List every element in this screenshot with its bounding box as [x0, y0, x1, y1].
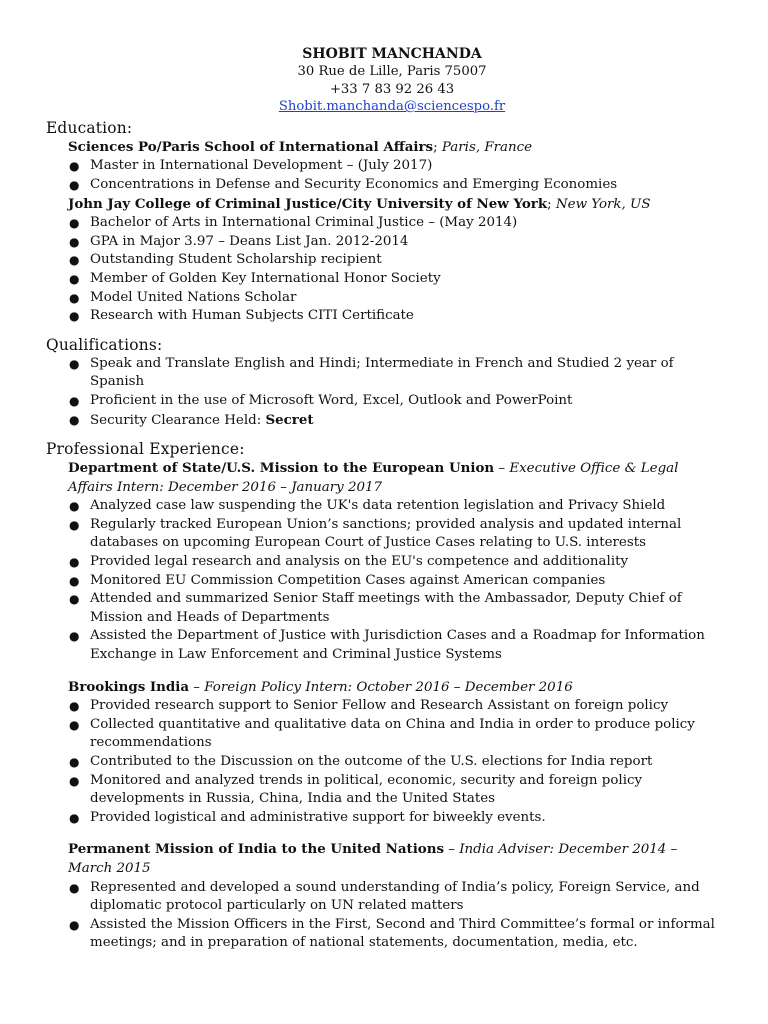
job-2-list — [46, 697, 718, 827]
phone: +33 7 83 92 26 43 — [329, 81, 455, 97]
school-1-list — [46, 157, 718, 194]
clearance-value: Secret — [265, 411, 314, 428]
job-2-heading: Brookings India – Foreign Policy Intern: October 2016 – December 2016 — [68, 678, 573, 695]
list-item: ● Assisted the Department of Justice with Jurisdiction Cases and a Roadmap for Information Exchange in Law Enforcement and Criminal Justice Systems — [69, 628, 705, 663]
list-item: ● Bachelor of Arts in International Criminal Justice – (May 2014) — [69, 215, 518, 231]
list-item: ● Concentrations in Defense and Security Economics and Emerging Economies — [69, 176, 618, 192]
education-school-2: John Jay College of Criminal Justice/City University of New York; New York, US — [68, 195, 651, 212]
job-role: Foreign Policy Intern: October 2016 – December 2016 — [204, 679, 573, 695]
email-link[interactable]: Shobit.manchanda@sciencespo.fr — [278, 99, 506, 115]
list-item: ● Represented and developed a sound understanding of India’s policy, Foreign Service, and diplomatic protocol particularly on UN related matters — [69, 879, 700, 914]
list-item: ● Provided legal research and analysis on the EU's competence and additionality — [69, 554, 629, 570]
job-1-heading: Department of State/U.S. Mission to the European Union – Executive Office & Legal Affairs Intern: December 2016 – January 2017 — [68, 460, 679, 495]
list-item: ● Speak and Translate English and Hindi; Intermediate in French and Studied 2 year of Spanish — [69, 355, 674, 390]
list-item: ● Monitored and analyzed trends in political, economic, security and foreign policy developments in Russia, China, India and the United States — [69, 772, 643, 807]
resume-header — [66, 45, 718, 116]
section-title-qualifications: Qualifications: — [46, 335, 163, 354]
list-item: ● Provided research support to Senior Fellow and Research Assistant on foreign policy — [69, 698, 669, 714]
section-title-education: Education: — [46, 118, 133, 137]
list-item: ● Proficient in the use of Microsoft Word, Excel, Outlook and PowerPoint — [69, 392, 573, 408]
employer-name: Department of State/U.S. Mission to the European Union — [68, 460, 495, 477]
list-item: ● Security Clearance Held: Secret — [69, 411, 314, 428]
school-location: New York, US — [555, 196, 651, 212]
address: 30 Rue de Lille, Paris 75007 — [297, 64, 487, 79]
job-role: India Adviser: December 2014 – March 2015 — [68, 842, 678, 876]
school-name: Sciences Po/Paris School of International Affairs — [68, 138, 434, 155]
section-title-experience: Professional Experience: — [46, 440, 245, 459]
qualifications-list — [46, 355, 718, 430]
list-item: ● Contributed to the Discussion on the outcome of the U.S. elections for India report — [69, 754, 653, 769]
list-item: ● Attended and summarized Senior Staff meetings with the Ambassador, Deputy Chief of Mission and Heads of Departments — [69, 591, 682, 625]
education-school-1: Sciences Po/Paris School of International Affairs; Paris, France — [68, 138, 533, 155]
list-item: ● Analyzed case law suspending the UK's data retention legislation and Privacy Shield — [69, 498, 666, 514]
job-role: Executive Office & Legal Affairs Intern: December 2016 – January 2017 — [68, 461, 679, 495]
job-3-heading: Permanent Mission of India to the United Nations – India Adviser: December 2014 – March 2015 — [68, 841, 678, 876]
school-name: John Jay College of Criminal Justice/City University of New York — [68, 195, 548, 212]
list-item: ● Outstanding Student Scholarship recipient — [69, 252, 382, 268]
employer-name: Permanent Mission of India to the United Nations — [68, 841, 445, 858]
list-item: ● Regularly tracked European Union’s sanctions; provided analysis and updated internal databases on upcoming European Court of Justice Cases relating to U.S. interests — [69, 516, 682, 551]
list-item: ● GPA in Major 3.97 – Deans List Jan. 2012-2014 — [69, 233, 409, 249]
employer-name: Brookings India — [68, 678, 190, 695]
list-item: ● Member of Golden Key International Honor Society — [69, 270, 441, 286]
job-1-list — [46, 497, 718, 664]
list-item: ● Collected quantitative and qualitative data on China and India in order to produce policy recommendations — [69, 716, 695, 751]
candidate-name: SHOBIT MANCHANDA — [302, 46, 482, 62]
school-2-list — [46, 214, 718, 326]
list-item: ● Monitored EU Commission Competition Cases against American companies — [69, 572, 606, 588]
list-item: ● Research with Human Subjects CITI Certificate — [69, 308, 414, 324]
list-item: ● Model United Nations Scholar — [69, 289, 297, 305]
list-item: ● Provided logistical and administrative support for biweekly events. — [69, 809, 546, 825]
school-location: Paris, France — [441, 139, 533, 155]
job-3-list — [46, 879, 718, 953]
list-item: ● Assisted the Mission Officers in the First, Second and Third Committee’s formal or informal meetings; and in preparation of national statements, documentation, media, etc. — [69, 916, 715, 951]
list-item: ● Master in International Development – (July 2017) — [69, 158, 433, 174]
